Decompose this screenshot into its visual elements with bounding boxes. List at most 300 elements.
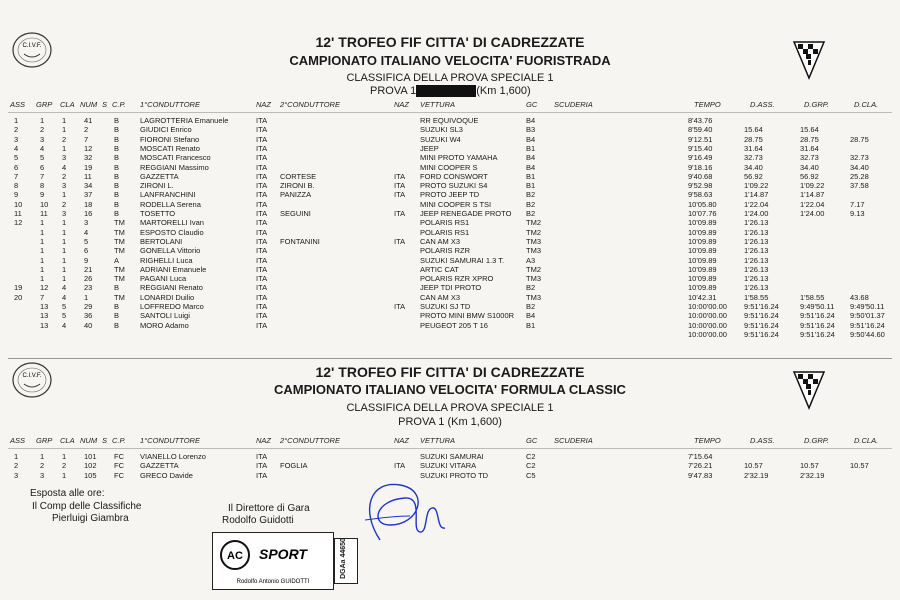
cell-grp: 9	[40, 190, 45, 200]
cell-grp: 12	[40, 283, 49, 293]
cell-cond2: FOGLIA	[280, 461, 308, 471]
cell-naz2: ITA	[394, 190, 406, 200]
cell-dass: 31.64	[744, 143, 763, 153]
cell-cond1: LANFRANCHINI	[140, 190, 196, 200]
cell-tempo: 9'58.63	[688, 190, 713, 200]
hdr-gc: GC	[526, 100, 538, 109]
cell-cp: B	[114, 209, 120, 218]
cell-num: 101	[84, 452, 97, 461]
cell-dass: 2'32.19	[744, 470, 769, 480]
cell-naz2: ITA	[394, 181, 406, 191]
cell-num: 34	[84, 181, 93, 191]
hdr-dcla: D.CLA.	[854, 100, 879, 109]
cell-cla: 1	[62, 452, 67, 461]
cell-vettura: SUZUKI SJ TD	[420, 302, 471, 311]
cell-grp: 2	[40, 125, 45, 135]
cell-dass: 34.40	[744, 162, 763, 172]
cell-num: 29	[84, 302, 93, 311]
cell-cond2: ZIRONI B.	[280, 181, 315, 191]
cell-dgrp: 1'24.00	[800, 209, 825, 218]
cell-dcla: 28.75	[850, 134, 869, 144]
official-stamp	[212, 532, 334, 590]
cell-gc: B2	[526, 190, 536, 200]
hdr-ass: ASS	[10, 436, 26, 445]
table-row	[0, 330, 900, 339]
cell-naz1: ITA	[256, 199, 268, 209]
cell-ass: 1	[14, 452, 19, 461]
cell-gc: B1	[526, 181, 536, 191]
cell-cla: 1	[62, 274, 67, 284]
cell-num: 36	[84, 311, 93, 321]
hdr-tempo: TEMPO	[694, 100, 721, 109]
cell-cond2: CORTESE	[280, 171, 317, 181]
cell-ass: 11	[14, 209, 22, 218]
cell-tempo: 9'15.40	[688, 143, 713, 153]
cell-dass: 32.73	[744, 153, 763, 163]
cell-grp: 1	[40, 227, 45, 237]
cell-dass: 10.57	[744, 461, 763, 471]
table-row	[0, 256, 900, 265]
cell-naz1: ITA	[256, 255, 268, 265]
table-row	[0, 311, 900, 320]
cell-cla: 4	[62, 283, 67, 293]
cell-cla: 5	[62, 311, 67, 321]
cell-ass: 12	[14, 218, 23, 228]
hdr-naz2: NAZ	[394, 100, 409, 109]
hdr-vettura: VETTURA	[420, 436, 456, 445]
table-row	[0, 135, 900, 144]
cell-gc: B3	[526, 125, 536, 135]
section1-header-row	[0, 100, 900, 109]
cell-cond1: GRECO Davide	[140, 470, 193, 480]
cell-cla: 4	[62, 292, 67, 302]
table-row	[0, 144, 900, 153]
cell-num: 4	[84, 227, 89, 237]
cell-grp: 1	[40, 264, 45, 274]
cell-cla: 1	[62, 255, 67, 265]
cell-ass: 7	[14, 171, 19, 181]
cell-ass: 6	[14, 162, 19, 172]
cell-tempo: 10:00'00.00	[688, 302, 727, 311]
cell-vettura: SUZUKI SAMURAI 1.3 T.	[420, 255, 505, 265]
hdr-s: S	[102, 436, 108, 445]
cell-vettura: PROTO JEEP TD	[420, 190, 480, 200]
cell-gc: TM3	[526, 246, 541, 256]
cell-cp: B	[114, 171, 120, 181]
cell-grp: 13	[40, 302, 49, 311]
cell-vettura: POLARIS RS1	[420, 218, 470, 228]
cell-cla: 1	[62, 470, 67, 480]
cell-naz1: ITA	[256, 311, 268, 321]
section1-subtitle: CAMPIONATO ITALIANO VELOCITA' FUORISTRADA	[289, 53, 611, 68]
cell-gc: B1	[526, 320, 536, 330]
cell-gc: B1	[526, 171, 536, 181]
cell-dcla: 9:49'50.11	[850, 302, 885, 311]
cell-grp: 1	[40, 255, 45, 265]
cell-vettura: JEEP RENEGADE PROTO	[420, 209, 512, 218]
cell-naz1: ITA	[256, 461, 268, 471]
table-row	[0, 153, 900, 162]
cell-cp: B	[114, 134, 120, 144]
cell-grp: 2	[40, 461, 45, 471]
cell-dgrp: 9:49'50.11	[800, 302, 835, 311]
cell-grp: 1	[40, 452, 45, 461]
stamp-brand: SPORT	[259, 546, 307, 562]
cell-vettura: FORD CONSWORT	[420, 171, 488, 181]
cell-cla: 1	[62, 190, 67, 200]
table-row	[0, 246, 900, 255]
header-rule-1	[8, 112, 892, 113]
cell-naz2: ITA	[394, 302, 406, 311]
cell-cla: 1	[62, 227, 67, 237]
table-row	[0, 200, 900, 209]
cell-ass: 4	[14, 143, 19, 153]
cell-num: 6	[84, 246, 89, 256]
cell-cla: 4	[62, 320, 67, 330]
cell-tempo: 9'12.51	[688, 134, 713, 144]
signature-icon	[350, 470, 460, 550]
stamp-name: Rodolfo Antonio GUIDOTTI	[236, 579, 310, 585]
hdr-cp: C.P.	[112, 436, 126, 445]
cell-cp: FC	[114, 452, 124, 461]
cell-tempo: 10'07.76	[688, 209, 717, 218]
cell-dcla: 9:50'01.37	[850, 311, 885, 321]
cell-naz1: ITA	[256, 190, 268, 200]
cell-cla: 3	[62, 153, 67, 163]
cell-tempo: 10'09.89	[688, 264, 717, 274]
hdr-cond1: 1°CONDUTTORE	[140, 100, 200, 109]
cell-tempo: 7'26.21	[688, 461, 713, 471]
cell-grp: 1	[40, 274, 45, 284]
cell-cp: B	[114, 116, 120, 125]
cell-tempo: 9'40.68	[688, 171, 713, 181]
table-row	[0, 302, 900, 311]
cell-cla: 5	[62, 302, 67, 311]
cell-tempo: 10'09.89	[688, 246, 717, 256]
cell-cp: FC	[114, 470, 124, 480]
cell-grp: 8	[40, 181, 45, 191]
cell-dass: 1'22.04	[744, 199, 769, 209]
cell-cond1: GAZZETTA	[140, 461, 179, 471]
cell-vettura: JEEP	[420, 143, 439, 153]
cell-cp: TM	[114, 236, 125, 246]
cell-num: 40	[84, 320, 93, 330]
cell-ass: 3	[14, 134, 19, 144]
cell-grp: 4	[40, 143, 45, 153]
cell-grp: 13	[40, 320, 49, 330]
section2-prova: PROVA 1 (Km 1,600)	[398, 416, 502, 428]
cell-dcla: 37.58	[850, 181, 869, 191]
cell-dcla: 10.57	[850, 461, 869, 471]
cell-ass: 2	[14, 461, 19, 471]
cell-grp: 1	[40, 116, 45, 125]
cell-vettura: SUZUKI PROTO TD	[420, 470, 489, 480]
cell-dgrp: 34.40	[800, 162, 819, 172]
cell-dass: 1'26.13	[744, 283, 769, 293]
cell-naz1: ITA	[256, 236, 268, 246]
signature	[350, 470, 460, 550]
cell-gc: B4	[526, 134, 536, 144]
cell-dass: 1'26.13	[744, 236, 769, 246]
cell-vettura: SUZUKI VITARA	[420, 461, 477, 471]
cell-num: 105	[84, 470, 97, 480]
cell-dcla: 25.28	[850, 171, 869, 181]
sport-stamp-icon	[213, 533, 333, 589]
cell-tempo: 7'15.64	[688, 452, 713, 461]
cell-num: 23	[84, 283, 93, 293]
cell-dass: 1'14.87	[744, 190, 769, 200]
hdr-dass: D.ASS.	[750, 100, 775, 109]
cell-dass: 28.75	[744, 134, 763, 144]
cell-cp: B	[114, 162, 120, 172]
cell-grp: 7	[40, 292, 45, 302]
cell-gc: TM2	[526, 227, 541, 237]
cell-cond2: FONTANINI	[280, 236, 320, 246]
cell-tempo: 10'09.89	[688, 255, 717, 265]
cell-cla: 1	[62, 264, 67, 274]
cell-cond1: MARTORELLI Ivan	[140, 218, 204, 228]
hdr-s: S	[102, 100, 108, 109]
cell-dgrp: 56.92	[800, 171, 819, 181]
cell-grp: 10	[40, 199, 49, 209]
cell-naz1: ITA	[256, 218, 268, 228]
cell-ass: 8	[14, 181, 19, 191]
cell-cp: TM	[114, 218, 125, 228]
cell-dass: 1'58.55	[744, 292, 769, 302]
hdr-scuderia: SCUDERIA	[554, 436, 593, 445]
hdr-naz2: NAZ	[394, 436, 409, 445]
cell-grp: 5	[40, 153, 45, 163]
cell-cond1: GAZZETTA	[140, 171, 179, 181]
cell-gc: B4	[526, 153, 536, 163]
cell-cond1: REGGIANI Massimo	[140, 162, 209, 172]
table-row	[0, 125, 900, 134]
cell-naz1: ITA	[256, 283, 268, 293]
cell-vettura: CAN AM X3	[420, 292, 461, 302]
cell-naz1: ITA	[256, 470, 268, 480]
cell-vettura: MINI COOPER S TSI	[420, 199, 492, 209]
cell-num: 102	[84, 461, 97, 471]
cell-ass: 2	[14, 125, 19, 135]
table-row	[0, 265, 900, 274]
cell-naz1: ITA	[256, 143, 268, 153]
cell-cond2: SEGUINI	[280, 209, 311, 218]
cell-dgrp: 9:51'16.24	[800, 320, 835, 330]
cell-vettura: MINI PROTO YAMAHA	[420, 153, 498, 163]
cell-ass: 1	[14, 116, 19, 125]
table-row	[0, 321, 900, 330]
cell-naz1: ITA	[256, 171, 268, 181]
cell-tempo: 9'47.83	[688, 470, 713, 480]
cell-cond1: LOFFREDO Marco	[140, 302, 204, 311]
cell-naz1: ITA	[256, 125, 268, 135]
cell-grp: 3	[40, 470, 45, 480]
cell-tempo: 10'09.89	[688, 283, 717, 293]
cell-naz1: ITA	[256, 162, 268, 172]
table-row	[0, 163, 900, 172]
cell-gc: A3	[526, 255, 536, 265]
cell-cp: B	[114, 311, 120, 321]
table-row	[0, 274, 900, 283]
cell-num: 2	[84, 125, 89, 135]
hdr-naz1: NAZ	[256, 436, 271, 445]
cell-tempo: 10'09.89	[688, 274, 717, 284]
cell-cla: 2	[62, 461, 67, 471]
header-rule-2	[8, 448, 892, 449]
prova-suffix: (Km 1,600)	[476, 85, 531, 97]
cell-num: 9	[84, 255, 89, 265]
table-row	[0, 218, 900, 227]
cell-cla: 2	[62, 171, 67, 181]
cell-cp: FC	[114, 461, 124, 471]
cell-gc: C2	[526, 452, 536, 461]
cell-gc: C2	[526, 461, 536, 471]
cell-naz1: ITA	[256, 181, 268, 191]
cell-naz1: ITA	[256, 227, 268, 237]
hdr-dgrp: D.GRP.	[804, 100, 829, 109]
cell-num: 7	[84, 134, 89, 144]
cell-cla: 3	[62, 181, 67, 191]
cell-tempo: 9'16.49	[688, 153, 713, 163]
cell-naz1: ITA	[256, 153, 268, 163]
cell-gc: B4	[526, 162, 536, 172]
stamp-code	[334, 538, 358, 584]
cell-dass: 1'26.13	[744, 246, 769, 256]
hdr-naz1: NAZ	[256, 100, 271, 109]
cell-cp: A	[114, 255, 120, 265]
table-row	[0, 172, 900, 181]
table-row	[0, 293, 900, 302]
cell-cp: B	[114, 153, 120, 163]
cell-naz1: ITA	[256, 274, 268, 284]
hdr-grp: GRP	[36, 436, 53, 445]
cell-dgrp: 1'22.04	[800, 199, 825, 209]
cell-cond1: RODELLA Serena	[140, 199, 201, 209]
table-row	[0, 452, 900, 461]
cell-cond1: ZIRONI L.	[140, 181, 174, 191]
hdr-cp: C.P.	[112, 100, 126, 109]
cell-dass: 1'26.13	[744, 264, 769, 274]
cell-tempo: 10'42.31	[688, 292, 717, 302]
cell-grp: 13	[40, 311, 49, 321]
cell-dcla: 32.73	[850, 153, 869, 163]
cell-cla: 1	[62, 116, 67, 125]
cell-cla: 3	[62, 209, 67, 218]
cell-naz2: ITA	[394, 171, 406, 181]
cell-tempo: 10'09.89	[688, 227, 717, 237]
dir-name: Rodolfo Guidotti	[222, 515, 294, 526]
cell-naz1: ITA	[256, 209, 268, 218]
cell-cla: 2	[62, 134, 67, 144]
cell-cp: B	[114, 302, 120, 311]
cell-dcla: 9:51'16.24	[850, 320, 885, 330]
cell-cp: B	[114, 143, 120, 153]
redaction-block	[416, 85, 476, 97]
cell-dass: 15.64	[744, 125, 763, 135]
table-row	[0, 209, 900, 218]
cell-vettura: PEUGEOT 205 T 16	[420, 320, 488, 330]
cell-vettura: POLARIS RZR XPRO	[420, 274, 494, 284]
cell-naz1: ITA	[256, 264, 268, 274]
cell-dgrp: 31.64	[800, 143, 819, 153]
hdr-tempo: TEMPO	[694, 436, 721, 445]
cell-cond1: LAGROTTERIA Emanuele	[140, 116, 229, 125]
esposta-label: Esposta alle ore:	[30, 488, 105, 499]
cell-vettura: RR EQUIVOQUE	[420, 116, 479, 125]
cell-dcla: 9.13	[850, 209, 865, 218]
cell-gc: TM3	[526, 236, 541, 246]
cell-gc: B2	[526, 283, 536, 293]
cell-tempo: 10:00'00.00	[688, 320, 727, 330]
cell-naz1: ITA	[256, 134, 268, 144]
cell-cond1: MOSCATI Francesco	[140, 153, 211, 163]
cell-cond1: REGGIANI Renato	[140, 283, 203, 293]
cell-tempo: 10'09.89	[688, 236, 717, 246]
cell-ass: 20	[14, 292, 23, 302]
hdr-dcla: D.CLA.	[854, 436, 879, 445]
cell-cp: TM	[114, 227, 125, 237]
cell-dass: 9:51'16.24	[744, 311, 779, 321]
prova-prefix: PROVA 1	[370, 85, 417, 97]
cell-cond1: GONELLA Vittorio	[140, 246, 201, 256]
cell-gc: B4	[526, 311, 536, 321]
cell-num: 12	[84, 143, 93, 153]
cell-gc: B2	[526, 209, 536, 218]
hdr-scuderia: SCUDERIA	[554, 100, 593, 109]
cell-num: 32	[84, 153, 93, 163]
hdr-dass: D.ASS.	[750, 436, 775, 445]
table-row	[0, 237, 900, 246]
table-row	[0, 190, 900, 199]
cell-naz1: ITA	[256, 452, 268, 461]
civf-logo-text: C.I.V.F.	[22, 373, 42, 379]
cell-dgrp: 1'14.87	[800, 190, 825, 200]
cell-vettura: JEEP TDI PROTO	[420, 283, 482, 293]
cell-dcla: 34.40	[850, 162, 869, 172]
section1-prova	[370, 85, 531, 97]
cell-cp: TM	[114, 292, 125, 302]
cell-tempo: 10:00'00.00	[688, 329, 727, 339]
cell-num: 37	[84, 190, 93, 200]
cell-cp: B	[114, 283, 120, 293]
section2-header-row	[0, 436, 900, 445]
cell-tempo: 8'59.40	[688, 125, 713, 135]
cell-gc: TM2	[526, 218, 541, 228]
cell-cond1: MORO Adamo	[140, 320, 189, 330]
cell-dgrp: 1'09.22	[800, 181, 825, 191]
cell-ass: 5	[14, 153, 19, 163]
cell-cond1: MOSCATI Renato	[140, 143, 200, 153]
cell-tempo: 9'52.98	[688, 181, 713, 191]
cell-tempo: 10'05.80	[688, 199, 717, 209]
cell-gc: TM2	[526, 264, 541, 274]
cell-grp: 1	[40, 218, 45, 228]
cell-num: 18	[84, 199, 93, 209]
cell-dcla: 9:50'44.60	[850, 329, 885, 339]
dir-role: Il Direttore di Gara	[228, 503, 310, 514]
cell-num: 21	[84, 264, 93, 274]
table-row	[0, 181, 900, 190]
cell-dgrp: 15.64	[800, 125, 819, 135]
cell-dass: 1'24.00	[744, 209, 769, 218]
cell-grp: 3	[40, 134, 45, 144]
cell-cp: B	[114, 181, 120, 191]
hdr-cla: CLA	[60, 100, 75, 109]
cell-ass: 3	[14, 470, 19, 480]
hdr-cla: CLA	[60, 436, 75, 445]
cell-vettura: PROTO SUZUKI S4	[420, 181, 488, 191]
hdr-vettura: VETTURA	[420, 100, 456, 109]
